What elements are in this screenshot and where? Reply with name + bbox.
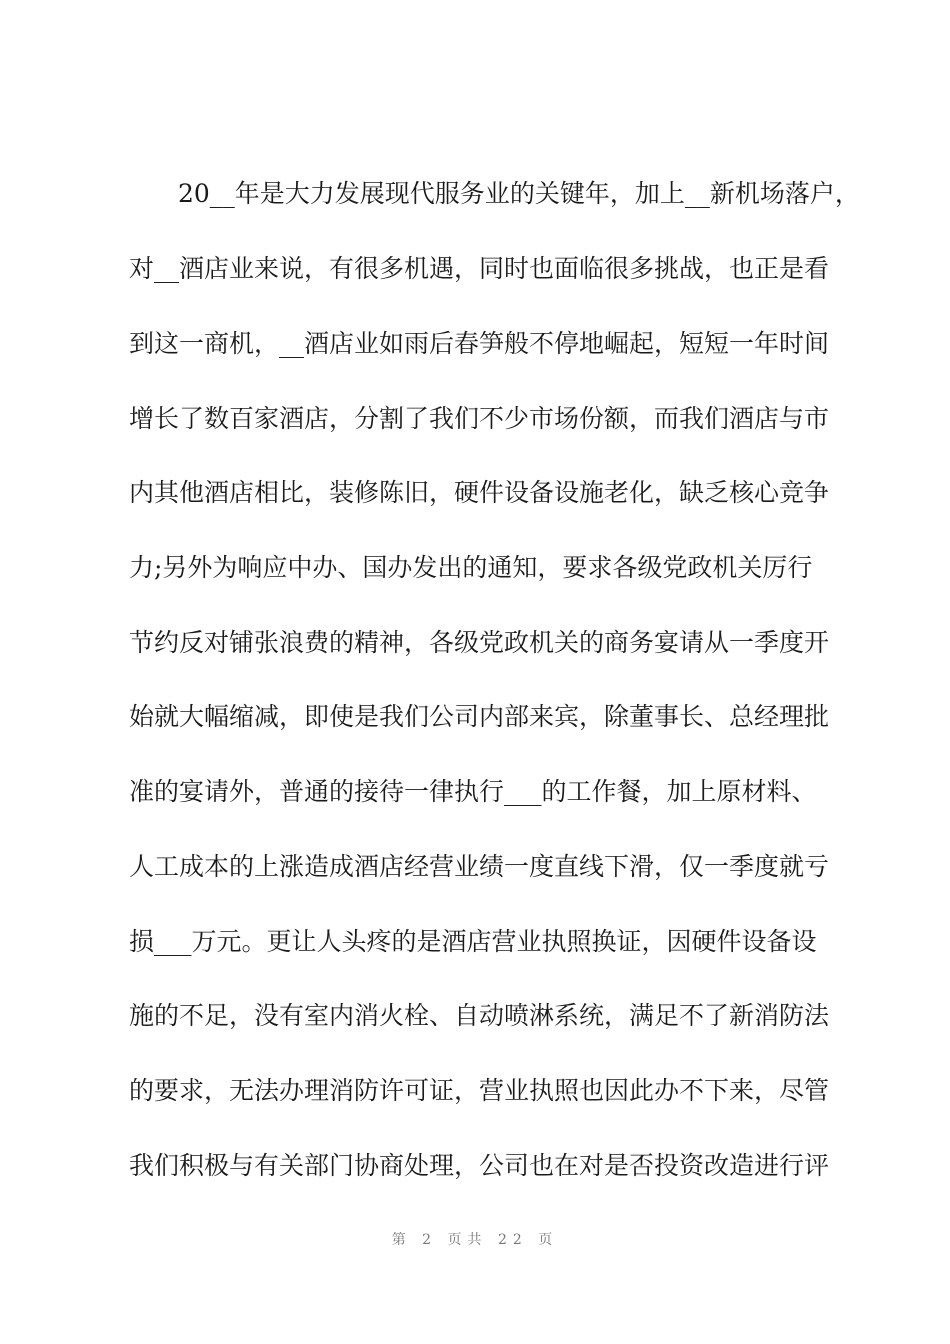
paragraph-line: 到这一商机，__酒店业如雨后春笋般不停地崛起，短短一年时间 xyxy=(129,329,830,358)
paragraph-line: 20__年是大力发展现代服务业的关键年，加上__新机场落户， xyxy=(178,179,860,208)
paragraph-line: 对__酒店业来说，有很多机遇，同时也面临很多挑战，也正是看 xyxy=(129,254,830,283)
paragraph-line: 我们积极与有关部门协商处理，公司也在对是否投资改造进行评 xyxy=(129,1151,830,1180)
paragraph-line: 施的不足，没有室内消火栓、自动喷淋系统，满足不了新消防法 xyxy=(129,1001,830,1030)
paragraph-line: 力;另外为响应中办、国办发出的通知，要求各级党政机关厉行 xyxy=(129,553,813,582)
paragraph-line: 节约反对铺张浪费的精神，各级党政机关的商务宴请从一季度开 xyxy=(129,628,830,657)
paragraph-line: 的要求，无法办理消防许可证，营业执照也因此办不下来，尽管 xyxy=(129,1076,830,1105)
paragraph-line: 准的宴请外，普通的接待一律执行___的工作餐，加上原材料、 xyxy=(129,777,817,806)
paragraph-line: 增长了数百家酒店，分割了我们不少市场份额，而我们酒店与市 xyxy=(129,404,830,433)
page-number-footer: 第 2 页共 22 页 xyxy=(391,1232,559,1248)
paragraph-line: 内其他酒店相比，装修陈旧，硬件设备设施老化，缺乏核心竞争 xyxy=(129,478,830,507)
paragraph-line: 始就大幅缩减，即使是我们公司内部来宾，除董事长、总经理批 xyxy=(129,702,830,731)
paragraph-line: 人工成本的上涨造成酒店经营业绩一度直线下滑，仅一季度就亏 xyxy=(129,852,830,881)
paragraph-line: 损___万元。更让人头疼的是酒店营业执照换证，因硬件设备设 xyxy=(129,927,817,956)
